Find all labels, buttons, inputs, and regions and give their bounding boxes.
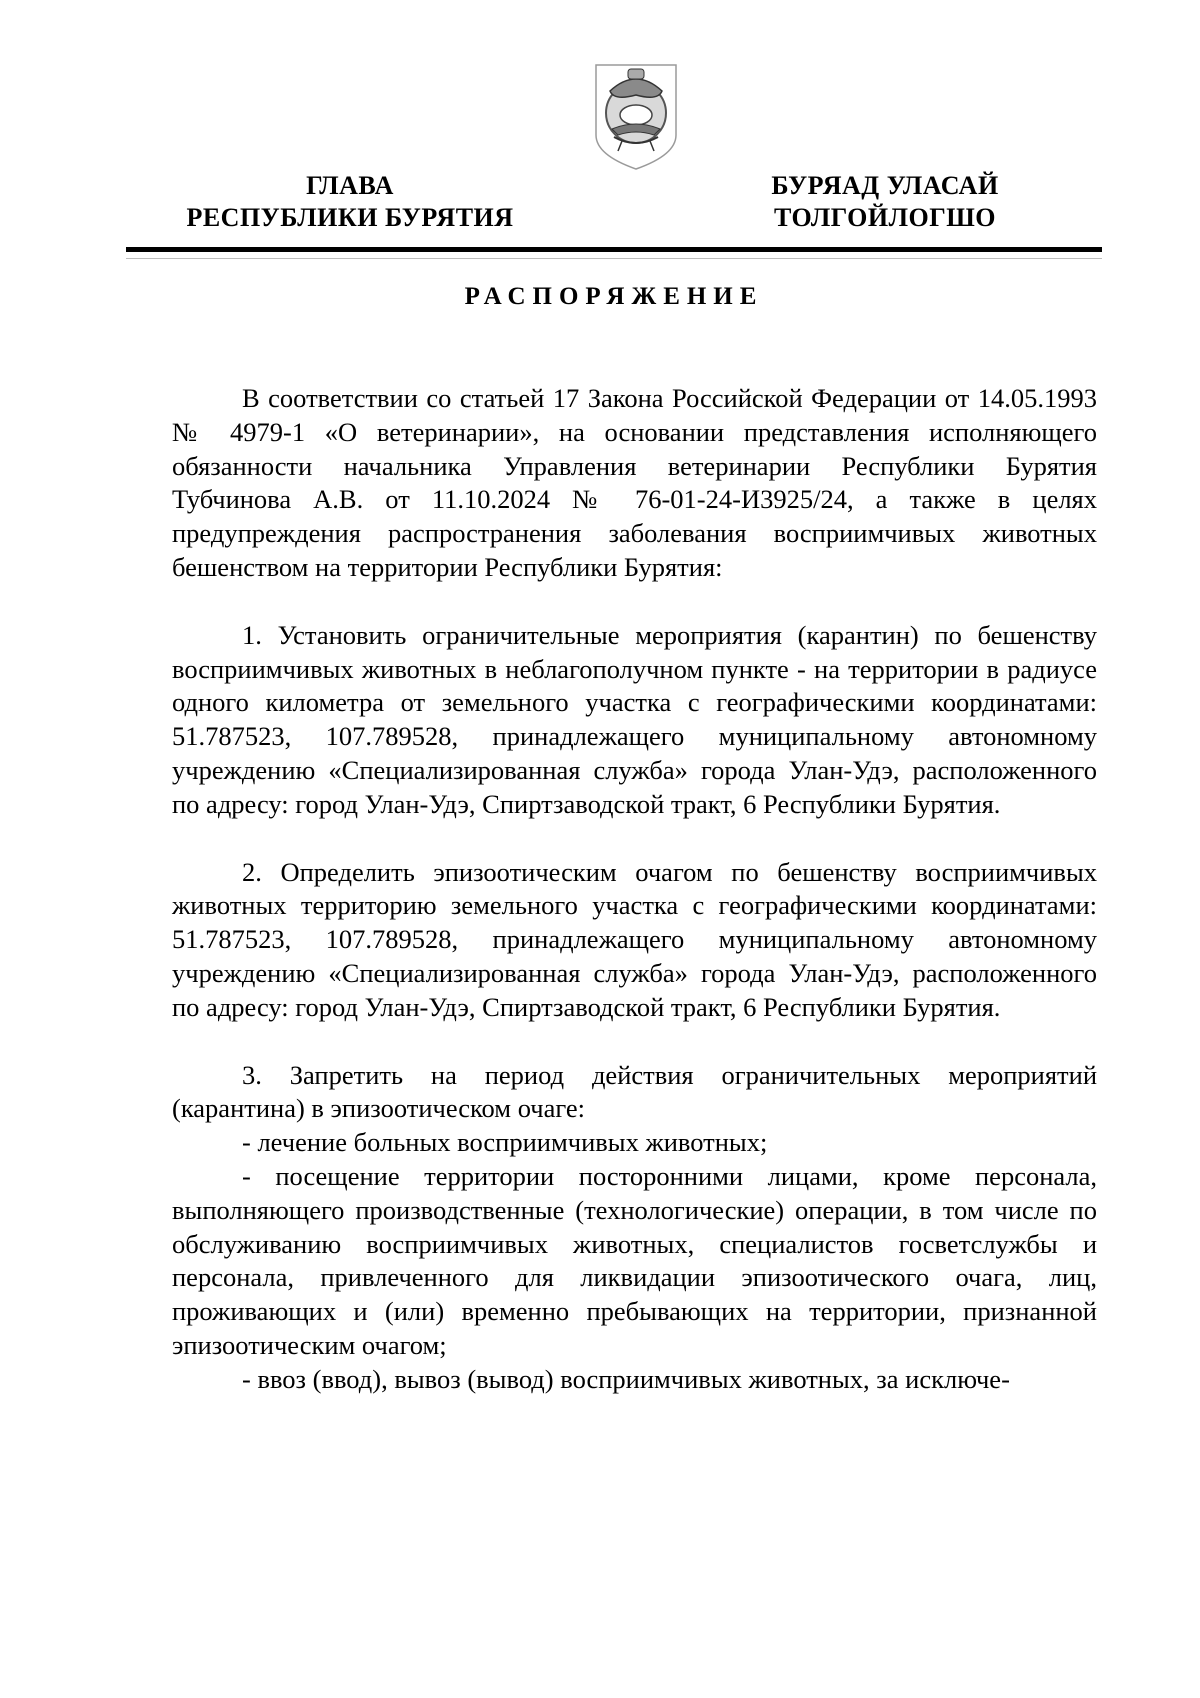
header-right-line2: ТОЛГОЙЛОГШО	[773, 203, 997, 232]
header-right-title	[735, 170, 1035, 234]
header-left-line1: ГЛАВА	[306, 171, 394, 200]
coat-of-arms-icon	[588, 55, 684, 175]
header-left-title	[170, 170, 530, 234]
paragraph-item-3: 3. Запретить на период действия ограничительных мероприятий (карантина) в эпизоотическом очаге:	[172, 1059, 1097, 1124]
document-title: РАСПОРЯЖЕНИЕ	[464, 283, 764, 310]
document-body	[172, 382, 1097, 1397]
header-left-line2: РЕСПУБЛИКИ БУРЯТИЯ	[186, 203, 514, 232]
paragraph-item-3-b: - посещение территории посторонними лицами, кроме персонала, выполняющего производственные (технологические) операции, в том числе по обслуживанию восприимчивых животных, специалистов госветслужбы и персонала, привлеченного для ликвидации эпизоотического очага, лиц, проживающих и (или) временно пребывающих на территории, признанной эпизоотическим очагом;	[172, 1160, 1097, 1360]
paragraph-item-3-c: - ввоз (ввод), вывоз (вывод) восприимчивых животных, за исключе-	[242, 1363, 1010, 1394]
header-divider-thick	[126, 247, 1102, 252]
header-divider-thin	[126, 258, 1102, 259]
paragraph-item-3-a: - лечение больных восприимчивых животных;	[242, 1127, 768, 1158]
paragraph-intro: В соответствии со статьей 17 Закона Российской Федерации от 14.05.1993 № 4979-1 «О ветеринарии», на основании представления исполняющего обязанности начальника Управления ветеринарии Республики Бурятия Тубчинова А.В. от 11.10.2024 № 76-01-24-И3925/24, а также в целях предупреждения распространения заболевания восприимчивых животных бешенством на территории Республики Бурятия:	[172, 383, 1097, 582]
header-right-line1: БУРЯАД УЛАСАЙ	[771, 171, 999, 200]
paragraph-item-1: 1. Установить ограничительные мероприятия (карантин) по бешенству восприимчивых животных в неблагополучном пункте - на территории в радиусе одного километра от земельного участка с географическими координатами: 51.787523, 107.789528, принадлежащего муниципальному автономному учреждению «Специализированная служба» города Улан-Удэ, расположенного по адресу: город Улан-Удэ, Спиртзаводской тракт, 6 Республики Бурятия.	[172, 619, 1097, 819]
paragraph-item-2: 2. Определить эпизоотическим очагом по бешенству восприимчивых животных территорию земельного участка с географическими координатами: 51.787523, 107.789528, принадлежащего муниципальному автономному учреждению «Специализированная служба» города Улан-Удэ, расположенного по адресу: город Улан-Удэ, Спиртзаводской тракт, 6 Республики Бурятия.	[172, 856, 1097, 1022]
